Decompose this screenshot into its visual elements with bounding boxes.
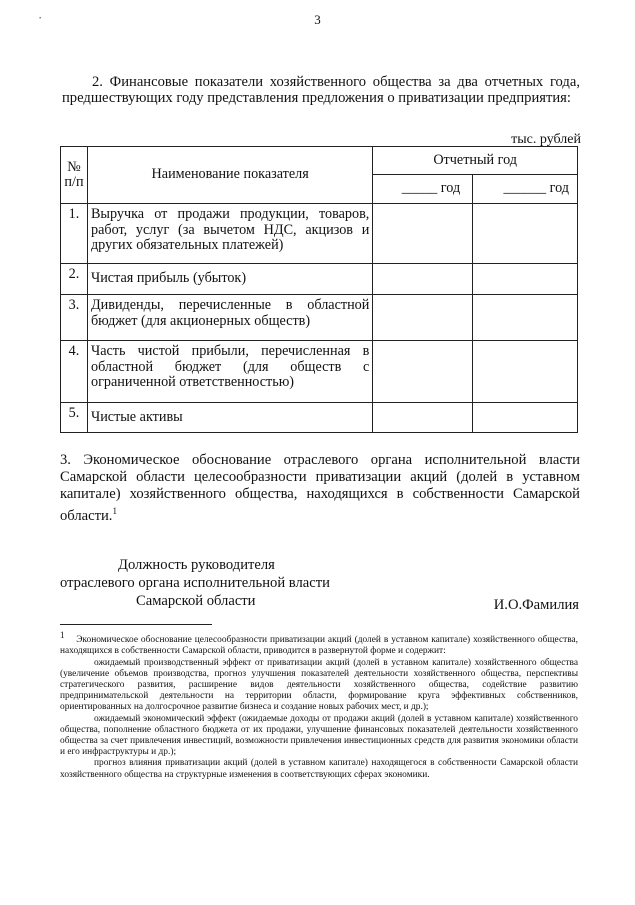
footnote-item-production: ожидаемый производственный эффект от приватизации акций (долей в уставном капитале) хозяйственного общества (увеличение объемов производства, прогноз улучшения показателей деятельности хозяйственного общества, перспективы стратегического развития, расширение видов деятельности хозяйственного общества, содействие развитию предпринимательской деятельности на территории области, формирование круга эффективных собственников, ориентированных на долгосрочное развитие бизнеса и создание новых рабочих мест, и др.); bbox=[60, 657, 578, 713]
section-2-paragraph bbox=[62, 74, 580, 106]
section-3-text: 3. Экономическое обоснование отраслевого органа исполнительной власти Самарской области целесообразности приватизации акций (долей в уставном капитале) хозяйственного общества, находящихся в собственности Самарской области. bbox=[60, 452, 580, 524]
table-row bbox=[61, 204, 578, 264]
table-row bbox=[61, 403, 578, 433]
row-value-year2 bbox=[473, 341, 578, 403]
row-value-year2 bbox=[473, 204, 578, 264]
row-name: Выручка от продажи продукции, товаров, работ, услуг (за вычетом НДС, акцизов и других обязательных платежей) bbox=[87, 204, 372, 264]
footnote-block bbox=[60, 630, 578, 781]
footnote-marker: 1 bbox=[60, 630, 65, 640]
row-name: Чистые активы bbox=[87, 403, 372, 433]
row-value-year2 bbox=[473, 264, 578, 295]
page-number: 3 bbox=[314, 12, 321, 27]
section-3-paragraph bbox=[60, 452, 580, 525]
footnote-divider bbox=[60, 624, 212, 625]
row-num: 5. bbox=[61, 403, 88, 433]
row-value-year1 bbox=[373, 204, 473, 264]
signature-position-line1: Должность руководителя bbox=[118, 557, 275, 573]
row-value-year2 bbox=[473, 295, 578, 341]
signature-position-line2: отраслевого органа исполнительной власти bbox=[60, 575, 330, 591]
row-name: Часть чистой прибыли, перечисленная в областной бюджет (для обществ с ограниченной ответственностью) bbox=[87, 341, 372, 403]
signature-position-line3: Самарской области bbox=[136, 593, 256, 609]
units-label: тыс. рублей bbox=[511, 132, 581, 147]
row-value-year2 bbox=[473, 403, 578, 433]
row-name: Дивиденды, перечисленные в областной бюджет (для акционерных обществ) bbox=[87, 295, 372, 341]
col-name-header: Наименование показателя bbox=[87, 147, 372, 204]
footnote-item-forecast: прогноз влияния приватизации акций (долей в уставном капитале) находящегося в собственности Самарской области хозяйственного общества на структурные изменения в соответствующих сферах экономики. bbox=[60, 758, 578, 780]
year2-header: ______ год bbox=[473, 175, 578, 204]
year1-header: _____ год bbox=[373, 175, 473, 204]
row-num: 2. bbox=[61, 264, 88, 295]
footnote-ref: 1 bbox=[112, 506, 117, 516]
footnote-item-economic: ожидаемый экономический эффект (ожидаемые доходы от продажи акций (долей в уставном капитале) хозяйственного общества, пополнение областного бюджета от их продажи, улучшение финансовых показателей деятельности хозяйственного общества за счет привлечения инвестиций, возможности привлечения инвестиционных средств для развития экономики области и его инфраструктуры и др.); bbox=[60, 713, 578, 758]
table-row bbox=[61, 341, 578, 403]
col-period-header: Отчетный год bbox=[373, 147, 578, 175]
row-value-year1 bbox=[373, 295, 473, 341]
corner-mark: · bbox=[38, 10, 43, 25]
footnote-intro: Экономическое обоснование целесообразности приватизации акций (долей в уставном капитале) хозяйственного общества, находящихся в собственности Самарской области, приводится в развернутой форме и содержит: bbox=[60, 635, 579, 657]
table-row bbox=[61, 264, 578, 295]
row-num: 1. bbox=[61, 204, 88, 264]
row-value-year1 bbox=[373, 403, 473, 433]
row-num: 4. bbox=[61, 341, 88, 403]
table-header-row bbox=[61, 147, 578, 175]
row-name: Чистая прибыль (убыток) bbox=[87, 264, 372, 295]
row-value-year1 bbox=[373, 341, 473, 403]
signature-name: И.О.Фамилия bbox=[493, 597, 579, 613]
section-2-text: 2. Финансовые показатели хозяйственного общества за два отчетных года, предшествующих году представления предложения о приватизации предприятия: bbox=[62, 74, 580, 106]
col-num-header: № п/п bbox=[61, 147, 88, 204]
financial-indicators-table bbox=[60, 146, 578, 433]
row-value-year1 bbox=[373, 264, 473, 295]
table-row bbox=[61, 295, 578, 341]
row-num: 3. bbox=[61, 295, 88, 341]
